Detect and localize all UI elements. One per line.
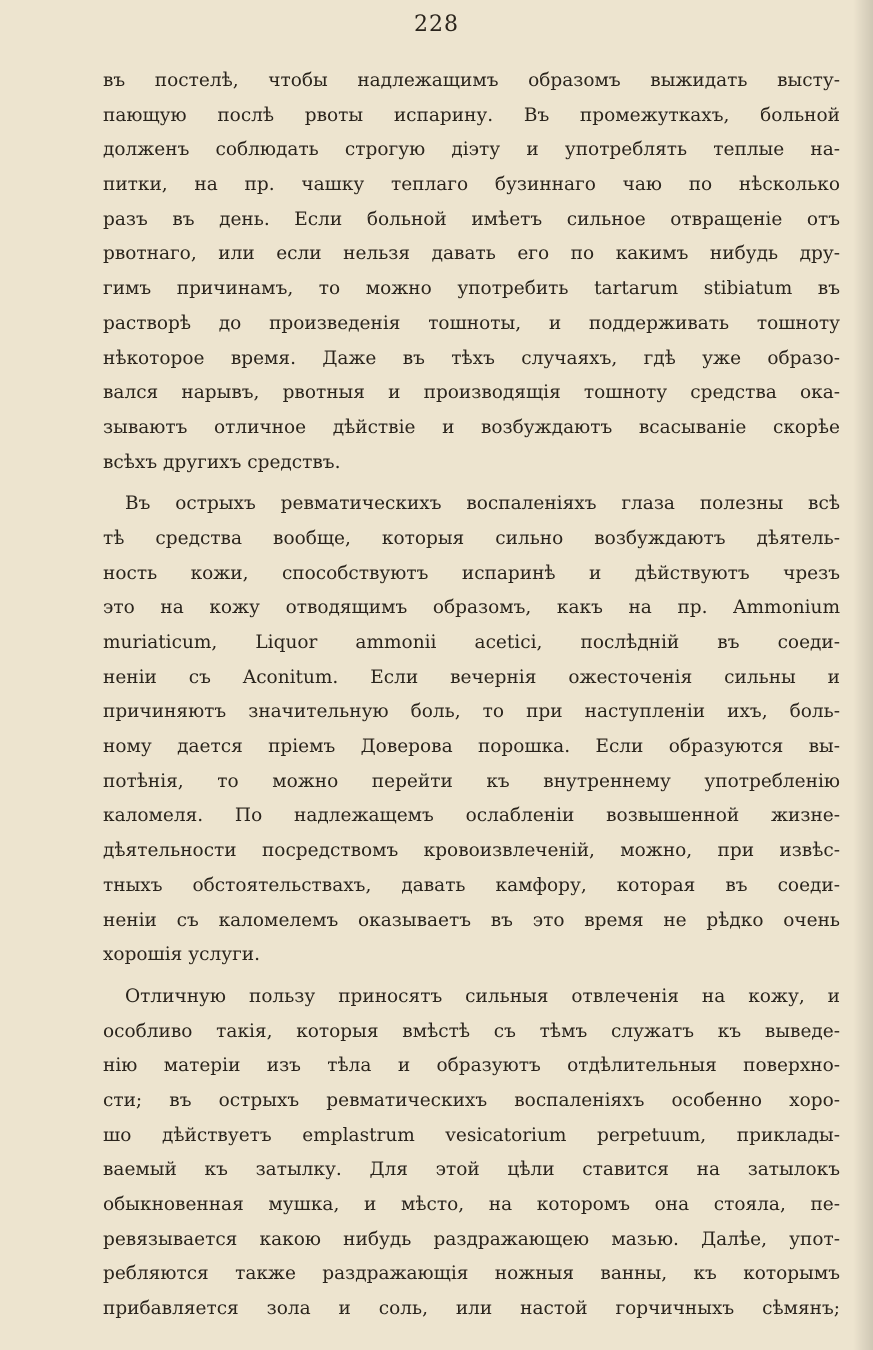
text-line: рвотнаго, или если нельзя давать его по какимъ нибудь дру- — [103, 243, 840, 265]
text-line: долженъ соблюдать строгую діэту и употреблять теплые на- — [103, 139, 840, 161]
text-line: питки, на пр. чашку теплаго бузиннаго чаю по нѣсколько — [103, 174, 840, 196]
text-line: нію матеріи изъ тѣла и образуютъ отдѣлительныя поверхно- — [103, 1055, 840, 1077]
text-line: зываютъ отличное дѣйствіе и возбуждаютъ всасываніе скорѣе — [103, 416, 840, 438]
text-line: это на кожу отводящимъ образомъ, какъ на пр. Ammonium — [103, 597, 840, 619]
text-line: неніи съ Aconitum. Если вечернія ожесточенія сильны и — [103, 666, 840, 688]
text-line: ному дается пріемъ Доверова порошка. Если образуются вы- — [103, 736, 840, 758]
text-line: обыкновенная мушка, и мѣсто, на которомъ она стояла, пе- — [103, 1194, 840, 1215]
text-line: ребляются также раздражающія ножныя ванны, къ которымъ — [103, 1263, 840, 1285]
text-line: тѣ средства вообще, которыя сильно возбуждаютъ дѣятель- — [103, 527, 840, 549]
body-text — [103, 64, 840, 1327]
text-line: особливо такія, которыя вмѣстѣ съ тѣмъ служатъ къ выведе- — [103, 1020, 840, 1042]
paragraph-2 — [103, 487, 840, 973]
text-line: прибавляется зола и соль, или настой горчичныхъ сѣмянъ; — [103, 1298, 840, 1320]
text-line: растворѣ до произведенія тошноты, и поддерживать тошноту — [103, 312, 840, 334]
text-line: Отличную пользу приносятъ сильныя отвлеченія на кожу, и — [125, 985, 840, 1007]
text-line: сти; въ острыхъ ревматическихъ воспаленіяхъ особенно хоро- — [103, 1089, 840, 1111]
text-line: ваемый къ затылку. Для этой цѣли ставится на затылокъ — [103, 1159, 840, 1181]
text-line: Въ острыхъ ревматическихъ воспаленіяхъ глаза полезны всѣ — [125, 493, 840, 515]
text-line: хорошія услуги. — [103, 944, 261, 966]
text-line: шо дѣйствуетъ emplastrum vesicatorium perpetuum, приклады- — [103, 1124, 840, 1146]
page-number: 228 — [414, 12, 459, 37]
text-line: пающую послѣ рвоты испарину. Въ промежуткахъ, больной — [103, 104, 840, 126]
paragraph-1 — [103, 64, 840, 480]
text-line: ность кожи, способствуютъ испаринѣ и дѣйствуютъ чрезъ — [103, 562, 840, 584]
text-line: muriaticum, Liquor ammonii acetici, послѣдній въ соеди- — [103, 632, 840, 653]
text-line: потѣнія, то можно перейти къ внутреннему употребленію — [103, 770, 840, 792]
text-line: каломеля. По надлежащемъ ослабленіи возвышенной жизне- — [103, 805, 840, 827]
text-line: въ постелѣ, чтобы надлежащимъ образомъ выжидать высту- — [103, 70, 840, 91]
text-line: разъ въ день. Если больной имѣетъ сильное отвращеніе отъ — [103, 208, 840, 230]
text-line: причиняютъ значительную боль, то при наступленіи ихъ, боль- — [103, 701, 840, 723]
text-line: гимъ причинамъ, то можно употребить tartarum stibiatum въ — [103, 278, 840, 300]
text-line: неніи съ каломелемъ оказываетъ въ это время не рѣдко очень — [103, 909, 840, 931]
text-line: всѣхъ другихъ средствъ. — [103, 451, 341, 473]
text-line: тныхъ обстоятельствахъ, давать камфору, которая въ соеди- — [103, 874, 840, 896]
paragraph-3 — [103, 980, 840, 1327]
text-line: нѣкоторое время. Даже въ тѣхъ случаяхъ, гдѣ уже образо- — [103, 347, 840, 369]
text-line: дѣятельности посредствомъ кровоизвлеченій, можно, при извѣс- — [103, 840, 840, 862]
text-line: ревязывается какою нибудь раздражающею мазью. Далѣе, упот- — [103, 1228, 840, 1250]
text-line: вался нарывъ, рвотныя и производящія тошноту средства ока- — [103, 382, 840, 404]
